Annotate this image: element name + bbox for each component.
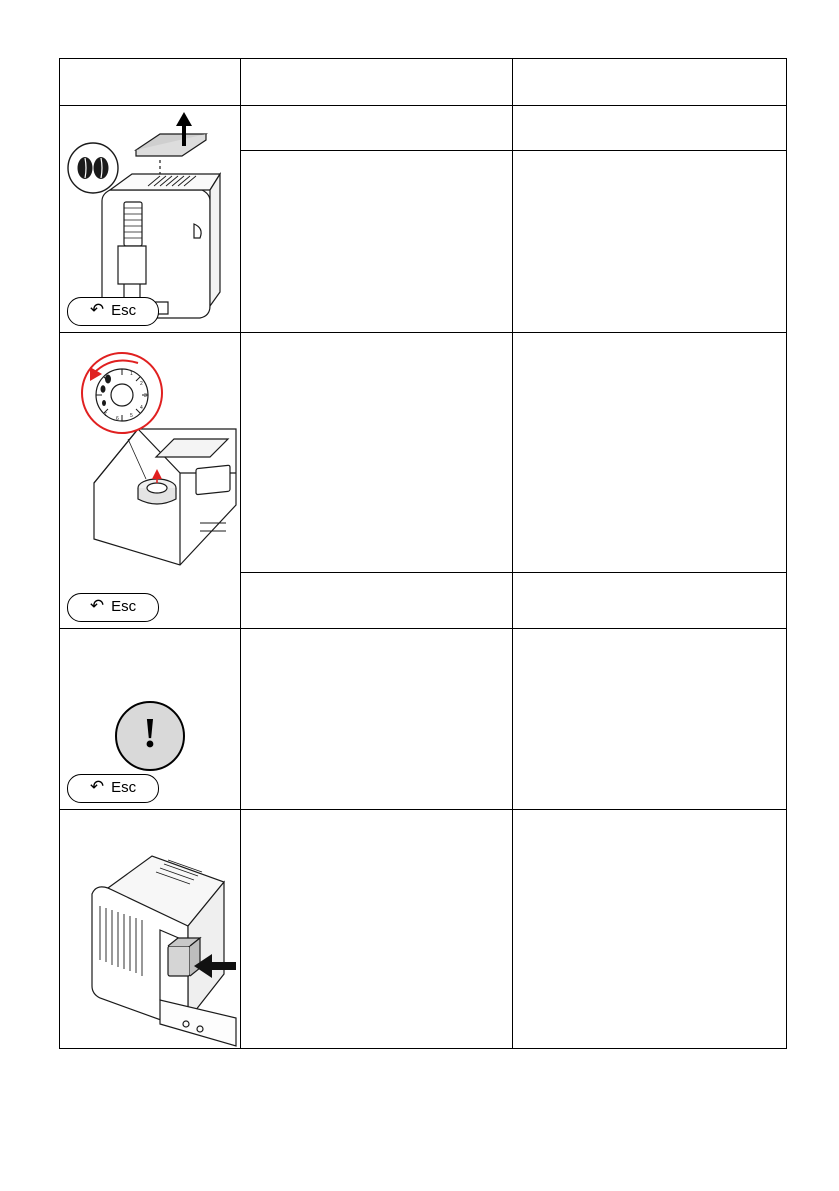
coffee-beans-badge [68, 143, 118, 193]
esc-button-label: Esc [111, 779, 137, 797]
esc-back-arrow-icon: ↶ [89, 596, 105, 616]
cell-text [241, 810, 512, 832]
cell-text [60, 59, 240, 81]
illustration-cell-grinder-dial [60, 333, 241, 629]
cell-text [241, 59, 512, 81]
cell-text [513, 59, 786, 81]
text-cell-right [513, 106, 787, 151]
cell-text [513, 573, 786, 595]
illustration-cell-brew-unit-insert [60, 810, 241, 1049]
cell-text [241, 106, 512, 128]
text-cell-right [513, 810, 787, 1049]
coffee-machine-brew-unit-insert-icon [60, 810, 241, 1048]
cell-text [513, 810, 786, 832]
cell-text [513, 629, 786, 651]
esc-back-arrow-icon: ↶ [89, 777, 105, 797]
cell-text [241, 333, 512, 355]
table-header-cell-middle [241, 59, 513, 106]
grinder-adjustment-dial-icon [60, 333, 241, 627]
svg-text:4: 4 [140, 405, 143, 411]
esc-button[interactable] [67, 297, 159, 326]
svg-text:7: 7 [104, 412, 107, 418]
text-cell-middle [241, 106, 513, 151]
instruction-table [59, 58, 787, 1049]
esc-button[interactable] [67, 774, 159, 803]
illustration-cell-warning [60, 629, 241, 810]
illustration-cell-lid-removal [60, 106, 241, 333]
svg-text:2: 2 [140, 381, 143, 387]
svg-text:5: 5 [130, 413, 133, 419]
svg-text:6: 6 [116, 416, 119, 422]
cell-text [513, 106, 786, 128]
table-header-cell-right [513, 59, 787, 106]
dial-zoom-detail [82, 353, 162, 433]
cell-text [241, 151, 512, 173]
cell-text [241, 573, 512, 595]
text-cell-right [513, 629, 787, 810]
svg-text:3: 3 [144, 393, 147, 399]
warning-symbol: ! [143, 711, 157, 757]
table-row [60, 106, 787, 151]
text-cell-middle [241, 573, 513, 629]
text-cell-right [513, 333, 787, 573]
svg-text:1: 1 [130, 371, 133, 377]
text-cell-middle [241, 151, 513, 333]
warning-exclamation-icon [115, 701, 185, 771]
text-cell-middle [241, 810, 513, 1049]
text-cell-right [513, 573, 787, 629]
table-row [60, 629, 787, 810]
text-cell-right [513, 151, 787, 333]
cell-text [513, 151, 786, 173]
cell-text [241, 629, 512, 651]
esc-button-label: Esc [111, 302, 137, 320]
text-cell-middle [241, 629, 513, 810]
table-row [60, 333, 787, 573]
esc-button[interactable] [67, 593, 159, 622]
table-row [60, 59, 787, 106]
table-header-cell-illustration [60, 59, 241, 106]
esc-button-label: Esc [111, 598, 137, 616]
text-cell-middle [241, 333, 513, 573]
esc-back-arrow-icon: ↶ [89, 300, 105, 320]
cell-text [513, 333, 786, 355]
table-row [60, 810, 787, 1049]
